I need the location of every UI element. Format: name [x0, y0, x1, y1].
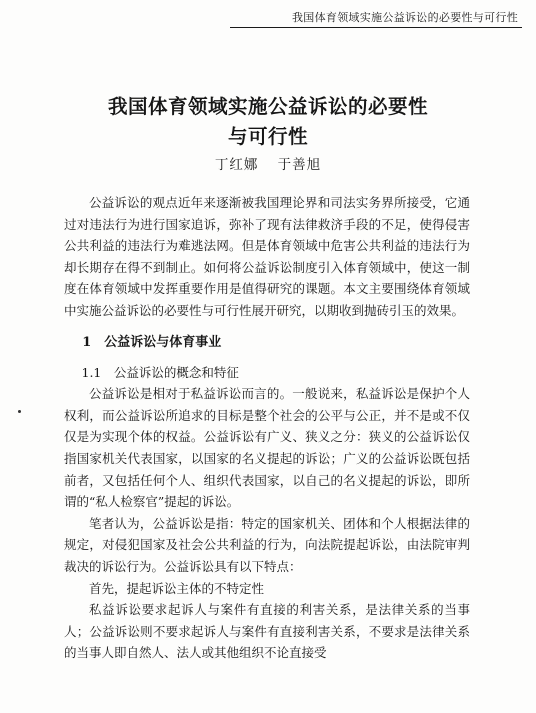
article-body	[64, 192, 470, 664]
subsection-heading-1-1: 1.1 公益诉讼的概念和特征	[81, 364, 239, 380]
section-heading-1: 1 公益诉讼与体育事业	[82, 334, 222, 350]
authors: 丁红娜 于善旭	[214, 157, 322, 173]
title-line-2: 与可行性	[227, 125, 308, 148]
intro-paragraph: 公益诉讼的观点近年来逐渐被我国理论界和司法实务界所接受，它通过对违法行为进行国家追诉，弥补了现有法律救济手段的不足，使得侵害公共利益的违法行为难逃法网。但是体育领域中危害公共利益的违法行为却长期存在得不到制止。如何将公益诉讼制度引入体育领域中，使这一制度在体育领域中发挥重要作用是值得研究的课题。本文主要围绕体育领域中实施公益诉讼的必要性与可行性展开研究，以期收到抛砖引玉的效果。	[64, 195, 470, 318]
paragraph-author-view: 笔者认为，公益诉讼是指：特定的国家机关、团体和个人根据法律的规定，对侵犯国家及社会公共利益的行为，向法院提起诉讼，由法院审判裁决的诉讼行为。公益诉讼具有以下特点：	[64, 515, 470, 574]
paragraph-feature-1: 首先，提起诉讼主体的不特定性	[89, 580, 265, 596]
paragraph-definition: 公益诉讼是相对于私益诉讼而言的。一般说来，私益诉讼是保护个人权利，而公益诉讼所追求的目标是整个社会的公平与公正，并不是或不仅仅是为实现个体的权益。公益诉讼有广义、狭义之分：狭义的公益诉讼仅指国家机关代表国家，以国家的名义提起的诉讼；广义的公益诉讼既包括前者，又包括任何个人、组织代表国家，以自己的名义提起的诉讼，即所谓的“私人检察官”提起的诉讼。	[64, 386, 470, 510]
running-head: 我国体育领域实施公益诉讼的必要性与可行性	[292, 11, 518, 24]
title-line-1: 我国体育领域实施公益诉讼的必要性	[107, 95, 428, 118]
page-header	[0, 0, 536, 34]
paragraph-feature-1-detail: 私益诉讼要求起诉人与案件有直接的利害关系，是法律关系的当事人；公益诉讼则不要求起诉人与案件有直接利害关系，不要求是法律关系的当事人即自然人、法人或其他组织不论直接受	[64, 602, 470, 661]
article-title	[0, 92, 536, 152]
header-rule	[230, 27, 522, 28]
margin-dot	[18, 410, 21, 413]
